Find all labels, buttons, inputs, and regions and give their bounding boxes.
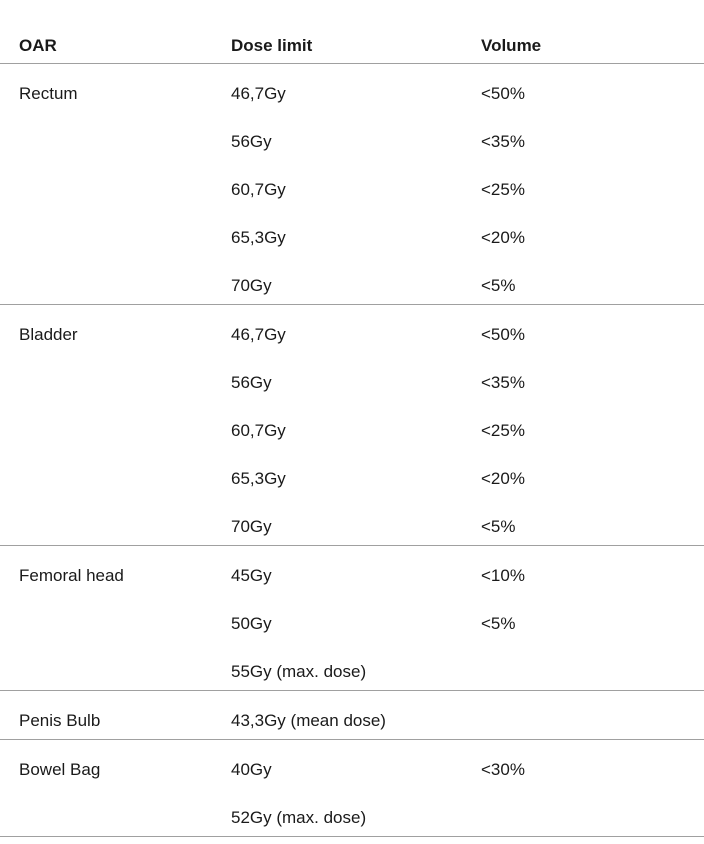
volume: <5%: [481, 614, 516, 633]
group-bowel-bag: [0, 740, 704, 837]
oar-name: Femoral head: [19, 566, 124, 585]
table-row: [0, 160, 704, 208]
dose-limit: 40Gy: [231, 760, 272, 779]
group-penis-bulb: [0, 691, 704, 740]
dose-limit: 56Gy: [231, 132, 272, 151]
table-row: [0, 691, 704, 739]
volume: <20%: [481, 228, 525, 247]
volume: <30%: [481, 760, 525, 779]
table-row: [0, 353, 704, 401]
dose-limit: 70Gy: [231, 517, 272, 536]
table-row: [0, 788, 704, 836]
oar-name: Bowel Bag: [19, 760, 101, 779]
table-row: [0, 497, 704, 545]
volume: <5%: [481, 517, 516, 536]
table-row: [0, 305, 704, 353]
dose-limit: 45Gy: [231, 566, 272, 585]
table-row: [0, 594, 704, 642]
volume: <25%: [481, 180, 525, 199]
table-row: [0, 112, 704, 160]
oar-name: Penis Bulb: [19, 711, 101, 730]
table-row: [0, 740, 704, 788]
dose-limit: 52Gy (max. dose): [231, 808, 367, 827]
oar-name: Bladder: [19, 325, 78, 344]
volume: <35%: [481, 132, 525, 151]
dose-limit: 46,7Gy: [231, 84, 286, 103]
dose-limit: 46,7Gy: [231, 325, 286, 344]
table-row: [0, 449, 704, 497]
dose-limit: 65,3Gy: [231, 228, 286, 247]
dose-limit: 43,3Gy (mean dose): [231, 711, 386, 730]
table-row: [0, 401, 704, 449]
header-oar: OAR: [19, 36, 57, 55]
oar-name: Rectum: [19, 84, 78, 103]
volume: <25%: [481, 421, 525, 440]
header-dose-limit: Dose limit: [231, 36, 313, 55]
volume: <5%: [481, 276, 516, 295]
dose-limit: 55Gy (max. dose): [231, 662, 367, 681]
table-header: [0, 0, 704, 64]
dose-limit: 70Gy: [231, 276, 272, 295]
group-rectum: [0, 64, 704, 305]
table-row: [0, 208, 704, 256]
table-row: [0, 64, 704, 112]
volume: <20%: [481, 469, 525, 488]
table-row: [0, 546, 704, 594]
volume: <10%: [481, 566, 525, 585]
volume: <50%: [481, 84, 525, 103]
volume: <35%: [481, 373, 525, 392]
dose-limit: 65,3Gy: [231, 469, 286, 488]
dose-limit: 56Gy: [231, 373, 272, 392]
table-row: [0, 642, 704, 690]
dose-limit: 60,7Gy: [231, 421, 286, 440]
group-femoral-head: [0, 546, 704, 691]
group-bladder: [0, 305, 704, 546]
header-volume: Volume: [481, 36, 542, 55]
volume: <50%: [481, 325, 525, 344]
dose-limit: 60,7Gy: [231, 180, 286, 199]
dose-limit: 50Gy: [231, 614, 272, 633]
table-row: [0, 256, 704, 304]
